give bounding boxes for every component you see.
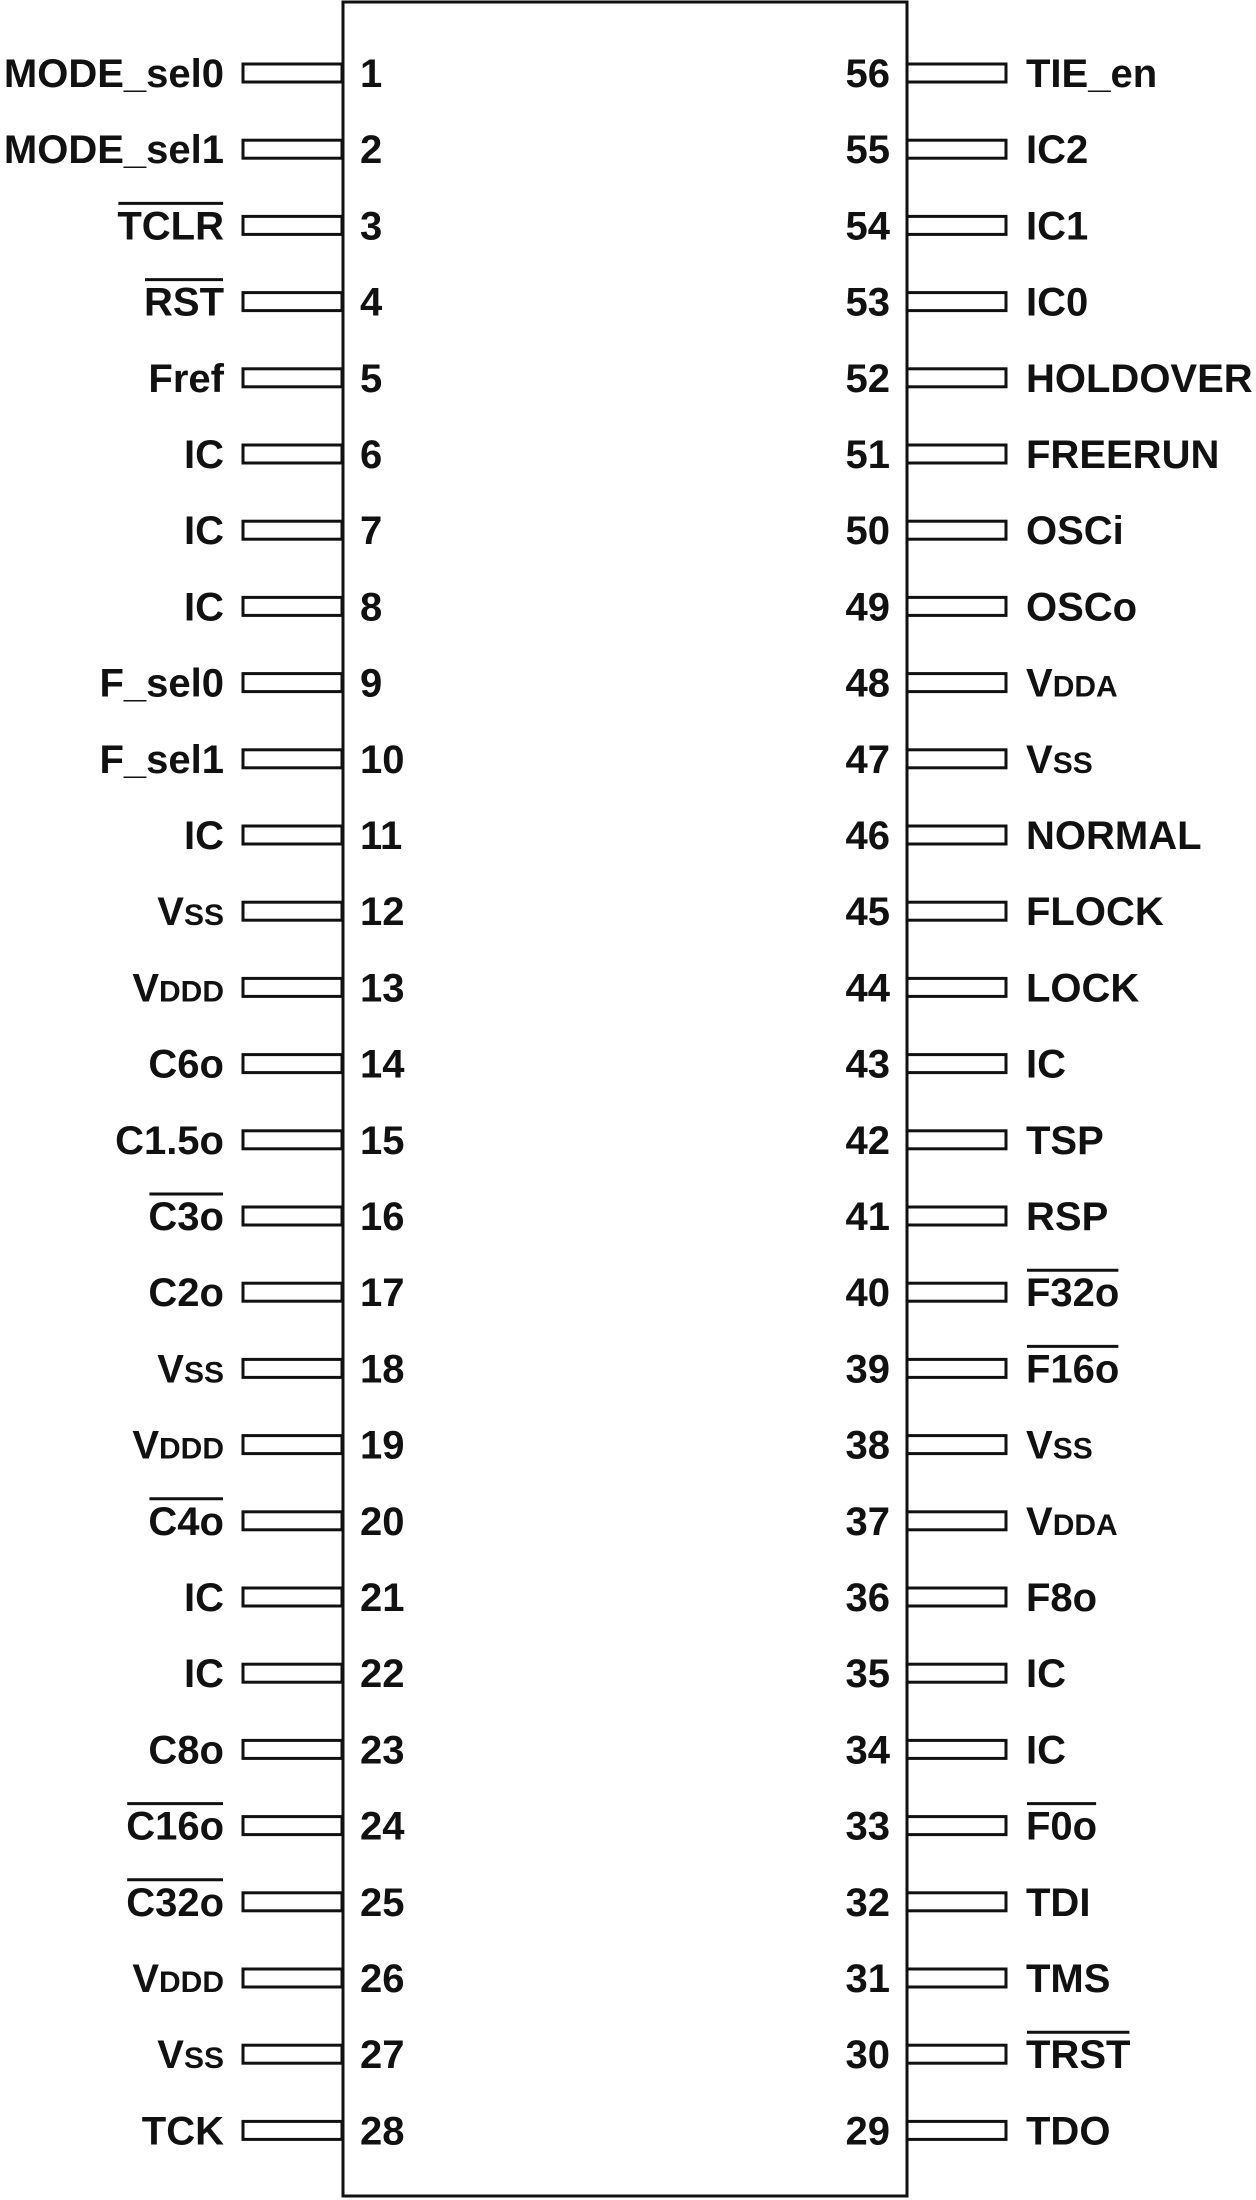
pin-43: [846, 1043, 1067, 1087]
pin-44: [846, 966, 1140, 1010]
pin-lead: [907, 1207, 1006, 1225]
pin-number: 46: [845, 814, 890, 858]
pin-number: 8: [360, 585, 383, 630]
pin-label: [1026, 738, 1093, 782]
pin-lead: [907, 521, 1006, 539]
pin-label-main: V: [132, 966, 159, 1011]
pin-lead: [907, 597, 1006, 615]
pin-lead: [243, 2045, 342, 2063]
pin-27: [157, 2033, 404, 2077]
pin-lead: [243, 1817, 342, 1835]
pin-number: 18: [360, 1347, 405, 1392]
pin-lead: [907, 369, 1006, 387]
pin-label: [132, 1424, 224, 1468]
pin-number: 1: [360, 52, 383, 96]
pin-label: FREERUN: [1026, 433, 1220, 477]
pin-number: 27: [360, 2033, 405, 2078]
pin-lead: [243, 1131, 342, 1149]
pin-label: C4o: [148, 1499, 224, 1544]
pin-number: 52: [845, 356, 890, 401]
pin-11: [184, 814, 402, 858]
pin-number: 33: [845, 1804, 890, 1849]
pin-25: [126, 1880, 404, 1925]
pin-39: [846, 1346, 1120, 1391]
pin-label-subscript: SS: [183, 899, 224, 933]
pin-lead: [907, 64, 1006, 82]
pin-label: Fref: [148, 356, 224, 401]
pin-label: IC0: [1026, 280, 1089, 325]
pin-32: [846, 1881, 1091, 1925]
pin-lead: [243, 1283, 342, 1301]
pin-lead: [907, 1588, 1006, 1606]
pin-number: 15: [360, 1118, 405, 1163]
pin-lead: [243, 1359, 342, 1377]
pin-number: 13: [360, 966, 405, 1011]
pin-28: [142, 2109, 405, 2153]
pin-lead: [243, 521, 342, 539]
pin-number: 4: [360, 280, 383, 325]
pin-53: [846, 281, 1089, 325]
pin-label: C1.5o: [115, 1118, 224, 1163]
pin-2: [4, 128, 382, 172]
pin-number: 16: [360, 1195, 405, 1239]
pin-number: 45: [845, 890, 890, 935]
pin-number: 29: [845, 2109, 890, 2154]
pin-lead: [243, 2121, 342, 2139]
pin-label: TRST: [1026, 2033, 1131, 2078]
pin-lead: [243, 1664, 342, 1682]
pin-number: 24: [360, 1804, 405, 1849]
pin-number: 3: [360, 204, 383, 249]
pin-38: [846, 1424, 1093, 1468]
pin-17: [148, 1271, 404, 1315]
pin-label: C6o: [148, 1042, 224, 1087]
pin-18: [157, 1347, 404, 1391]
ic-package-body: [343, 2, 907, 2196]
pin-19: [132, 1424, 404, 1468]
pin-label-subscript: SS: [183, 1356, 224, 1390]
pin-number: 32: [845, 1880, 890, 1925]
pin-lead: [243, 750, 342, 768]
pin-label: [1026, 1424, 1093, 1468]
pin-lead: [243, 1893, 342, 1911]
pin-label: C16o: [126, 1804, 224, 1849]
pin-30: [846, 2032, 1131, 2077]
pin-number: 55: [845, 128, 890, 173]
pin-label: TDI: [1026, 1880, 1091, 1925]
pin-1: [4, 52, 382, 96]
pin-label: IC: [184, 1652, 224, 1697]
pin-lead: [243, 293, 342, 311]
pin-number: 42: [845, 1118, 890, 1163]
pin-lead: [907, 293, 1006, 311]
pin-label: OSCi: [1026, 509, 1124, 554]
pin-number: 14: [360, 1042, 405, 1087]
pin-13: [132, 966, 404, 1010]
pin-number: 21: [360, 1576, 405, 1620]
pin-lead: [243, 445, 342, 463]
pin-number: 44: [845, 966, 890, 1011]
pin-label: TCK: [141, 2109, 224, 2154]
pin-number: 40: [845, 1271, 890, 1316]
pin-number: 11: [360, 814, 403, 858]
pin-number: 37: [845, 1499, 890, 1544]
pin-number: 43: [845, 1042, 890, 1087]
pin-42: [846, 1119, 1104, 1163]
pin-label: [1026, 662, 1118, 706]
pin-55: [846, 128, 1089, 172]
pin-lead: [243, 1512, 342, 1530]
pin-34: [846, 1728, 1067, 1772]
pin-label: IC: [184, 1576, 224, 1620]
pin-number: 12: [360, 890, 405, 935]
pin-lead: [907, 978, 1006, 996]
pin-lead: [907, 1283, 1006, 1301]
pin-label: TCLR: [117, 204, 224, 249]
pin-14: [148, 1043, 405, 1087]
pin-16: [148, 1194, 404, 1239]
pin-41: [846, 1195, 1109, 1239]
pin-lead: [243, 1055, 342, 1073]
pin-lead: [243, 826, 342, 844]
pin-label-subscript: DDD: [159, 1432, 224, 1466]
pin-label: [157, 890, 224, 934]
pin-label: C2o: [148, 1271, 224, 1316]
pin-lead: [243, 978, 342, 996]
pin-23: [148, 1728, 404, 1772]
pin-label: IC: [184, 509, 224, 554]
pin-number: 17: [360, 1271, 405, 1316]
pin-label: [157, 1347, 224, 1391]
pin-lead: [907, 1436, 1006, 1454]
pin-lead: [243, 1207, 342, 1225]
pin-lead: [907, 1131, 1006, 1149]
pin-lead: [243, 140, 342, 158]
pin-label: IC2: [1026, 128, 1089, 173]
pin-label: [157, 2033, 224, 2077]
pin-lead: [243, 1436, 342, 1454]
pin-48: [846, 662, 1118, 706]
pin-label-subscript: DDD: [159, 975, 224, 1009]
pin-49: [846, 585, 1138, 629]
pin-number: 35: [845, 1652, 890, 1697]
pin-lead: [907, 445, 1006, 463]
pin-lead: [243, 674, 342, 692]
pin-lead: [243, 902, 342, 920]
pin-lead: [907, 674, 1006, 692]
pin-20: [148, 1499, 404, 1544]
pin-label-main: V: [157, 890, 184, 935]
pin-37: [846, 1500, 1118, 1544]
pin-number: 53: [845, 280, 890, 325]
pin-label: F16o: [1026, 1347, 1120, 1392]
pin-lead: [243, 1740, 342, 1758]
pin-lead: [907, 216, 1006, 234]
pin-label-subscript: DDA: [1052, 670, 1118, 704]
pin-lead: [907, 1969, 1006, 1987]
pin-number: 34: [845, 1728, 890, 1773]
pin-label-subscript: DDA: [1052, 1508, 1118, 1542]
pin-lead: [907, 1740, 1006, 1758]
pin-number: 39: [845, 1347, 890, 1392]
pin-label: MODE_sel0: [3, 52, 224, 96]
pin-number: 10: [360, 737, 405, 782]
pin-label: LOCK: [1026, 966, 1140, 1011]
pin-label: RST: [144, 280, 224, 325]
pin-lead: [907, 1893, 1006, 1911]
pin-12: [157, 890, 404, 934]
pin-number: 36: [845, 1576, 890, 1620]
pin-lead: [907, 1512, 1006, 1530]
pin-21: [184, 1576, 405, 1620]
pin-label-subscript: SS: [1052, 1432, 1093, 1466]
pin-lead: [907, 1664, 1006, 1682]
pin-label-subscript: DDD: [159, 1966, 224, 1999]
pin-number: 23: [360, 1728, 405, 1773]
pin-label: FLOCK: [1026, 890, 1164, 935]
pin-label: RSP: [1026, 1195, 1109, 1239]
pin-label: HOLDOVER: [1026, 356, 1253, 401]
pin-50: [846, 509, 1124, 553]
pin-number: 54: [845, 204, 890, 249]
pin-number: 47: [845, 737, 890, 782]
pin-number: 19: [360, 1423, 405, 1468]
pin-label-main: V: [132, 1423, 159, 1468]
pin-lead: [907, 750, 1006, 768]
pin-number: 56: [845, 52, 890, 96]
pin-label: IC1: [1026, 204, 1089, 249]
pin-number: 38: [845, 1423, 890, 1468]
pin-label: F8o: [1026, 1576, 1098, 1620]
pin-number: 5: [360, 356, 383, 401]
pin-label: OSCo: [1026, 585, 1138, 630]
pin-number: 6: [360, 433, 383, 477]
pin-label: MODE_sel1: [3, 128, 224, 173]
pin-label: NORMAL: [1026, 814, 1202, 858]
pin-35: [846, 1652, 1067, 1696]
pin-54: [846, 204, 1089, 248]
pin-number: 7: [360, 509, 383, 554]
pin-label: IC: [184, 433, 224, 477]
pin-number: 48: [845, 661, 890, 706]
pin-label-main: V: [1026, 737, 1053, 782]
pin-label-main: V: [157, 1347, 184, 1392]
pin-9: [99, 662, 382, 706]
pin-label: [1026, 1500, 1118, 1544]
pin-label: C3o: [148, 1195, 224, 1239]
pin-26: [132, 1957, 404, 2001]
pin-lead: [907, 1055, 1006, 1073]
pin-label: C8o: [148, 1728, 224, 1773]
pin-33: [846, 1804, 1098, 1849]
pin-number: 49: [845, 585, 890, 630]
pin-label: IC: [184, 814, 224, 858]
pin-label: IC: [1026, 1042, 1066, 1087]
pin-number: 26: [360, 1957, 405, 2001]
pin-number: 22: [360, 1652, 405, 1697]
pin-lead: [243, 369, 342, 387]
pin-22: [184, 1652, 405, 1696]
pin-15: [115, 1119, 404, 1163]
pin-lead: [907, 1359, 1006, 1377]
pin-label: IC: [1026, 1728, 1066, 1773]
pin-lead: [907, 902, 1006, 920]
pin-47: [846, 738, 1093, 782]
pin-lead: [243, 1969, 342, 1987]
pin-label-main: V: [132, 1957, 159, 2001]
pin-label: IC: [1026, 1652, 1066, 1697]
pin-label: C32o: [126, 1880, 224, 1925]
pin-lead: [907, 140, 1006, 158]
pin-label-main: V: [1026, 1423, 1053, 1468]
pin-label: TIE_en: [1026, 52, 1158, 96]
pin-lead: [243, 597, 342, 615]
pin-lead: [907, 2121, 1006, 2139]
pin-label: TSP: [1026, 1118, 1104, 1163]
pin-number: 28: [360, 2109, 405, 2154]
pin-number: 51: [845, 433, 890, 477]
pin-label: IC: [184, 585, 224, 630]
pin-label: TMS: [1026, 1957, 1111, 2001]
pin-label-main: V: [157, 2033, 184, 2078]
pin-31: [846, 1957, 1111, 2001]
pin-lead: [907, 2045, 1006, 2063]
pin-number: 30: [845, 2033, 890, 2078]
pin-label: [132, 1957, 224, 2001]
pin-number: 31: [845, 1957, 890, 2001]
pin-number: 9: [360, 661, 383, 706]
pin-number: 20: [360, 1499, 405, 1544]
pin-label-subscript: SS: [1052, 746, 1093, 780]
pin-label-main: V: [1026, 661, 1053, 706]
pin-number: 2: [360, 128, 383, 173]
pin-label: [132, 966, 224, 1010]
pin-label: F_sel1: [99, 737, 224, 782]
pin-40: [846, 1270, 1120, 1315]
pin-label: TDO: [1026, 2109, 1111, 2154]
pin-lead: [243, 1588, 342, 1606]
pin-24: [126, 1804, 405, 1849]
pin-number: 50: [845, 509, 890, 554]
pin-lead: [243, 64, 342, 82]
pin-label: F0o: [1026, 1804, 1098, 1849]
pin-number: 25: [360, 1880, 405, 1925]
pin-label-main: V: [1026, 1499, 1053, 1544]
pin-label: F_sel0: [99, 661, 224, 706]
pin-36: [846, 1576, 1098, 1620]
pin-lead: [907, 826, 1006, 844]
pin-label: F32o: [1026, 1271, 1120, 1316]
pin-29: [846, 2109, 1111, 2153]
pin-lead: [907, 1817, 1006, 1835]
pin-number: 41: [845, 1195, 890, 1239]
pin-lead: [243, 216, 342, 234]
pin-label-subscript: SS: [183, 2042, 224, 2076]
